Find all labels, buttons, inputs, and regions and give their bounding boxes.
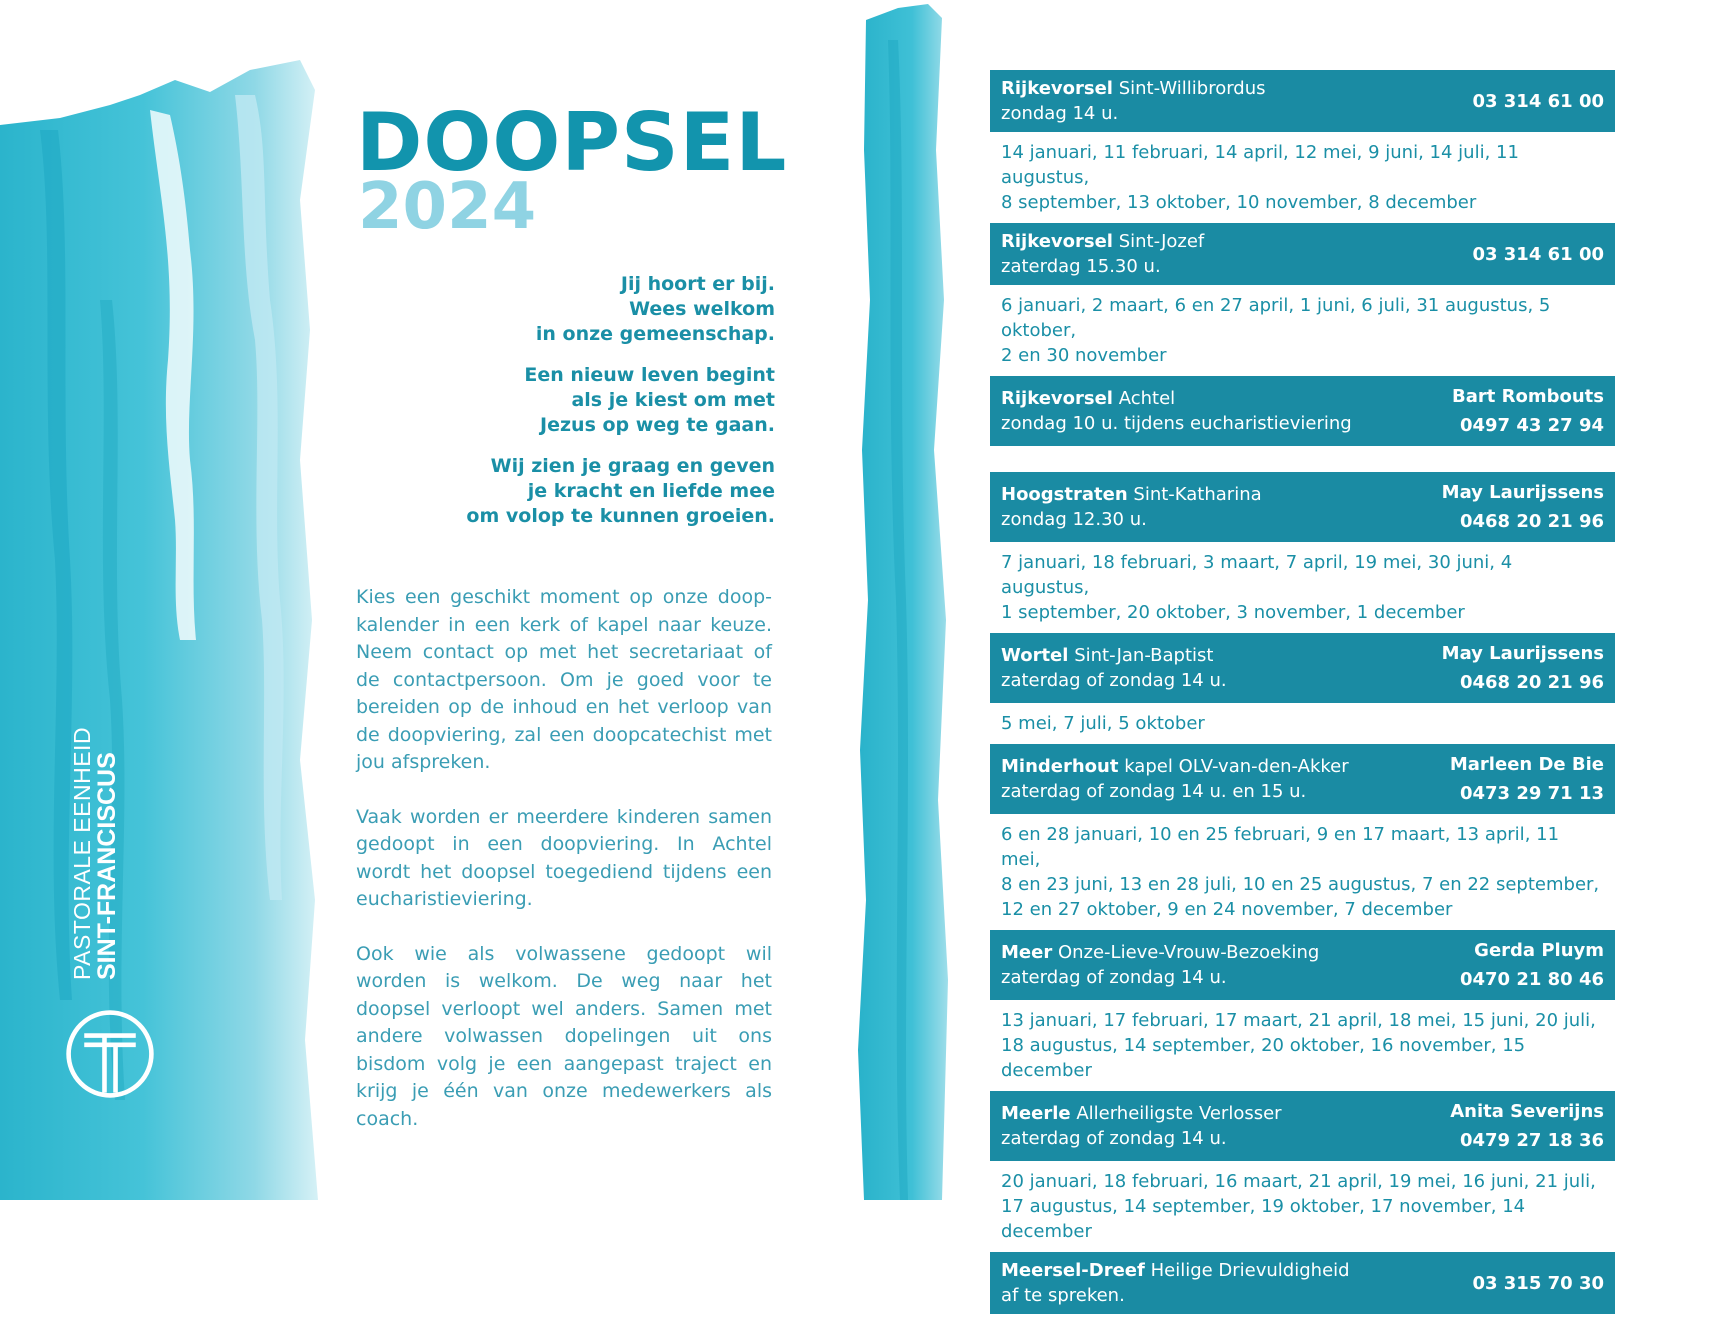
church-name: kapel OLV-van-den-Akker [1124, 756, 1349, 777]
contact-name: May Laurijssens [1441, 482, 1604, 503]
location-info [1001, 754, 1349, 804]
contact-phone: 0468 20 21 96 [1459, 672, 1604, 693]
dates-line: 1 september, 20 oktober, 3 november, 1 december [1001, 602, 1465, 623]
contact-phone: 03 314 61 00 [1472, 90, 1604, 112]
intro-text [355, 272, 775, 545]
location-info [1001, 643, 1227, 693]
intro-line: Wij zien je graag en geven [490, 455, 775, 477]
contact-name: May Laurijssens [1441, 643, 1604, 664]
intro-paragraph [355, 454, 775, 529]
church-name: Sint-Jozef [1118, 231, 1205, 252]
schedule-header [990, 930, 1615, 1000]
schedule-header [990, 70, 1615, 132]
body-paragraph: Vaak worden er meerdere kinderen samen gedoopt in een doopviering. In Achtel wordt het doopsel toegediend tijdens een eucharistieviering. [356, 805, 772, 910]
schedule-header [990, 472, 1615, 542]
contact-info [1450, 1097, 1604, 1155]
intro-line: Jezus op weg te gaan. [540, 414, 775, 436]
schedule-dates [990, 293, 1615, 368]
contact-name: Bart Rombouts [1452, 386, 1604, 407]
contact-info [1450, 750, 1604, 808]
service-time: zaterdag of zondag 14 u. en 15 u. [1001, 781, 1307, 802]
intro-line: je kracht en liefde mee [527, 480, 775, 502]
dates-line: 14 januari, 11 februari, 14 april, 12 mei, 9 juni, 14 juli, 11 augustus, [1001, 142, 1519, 188]
schedule-dates [990, 1008, 1615, 1083]
dates-line: 13 januari, 17 februari, 17 maart, 21 april, 18 mei, 15 juni, 20 juli, [1001, 1010, 1596, 1031]
body-paragraph: Ook wie als volwassene gedoopt wil worden is welkom. De weg naar het doopsel verloopt wel anders. Samen met andere volwassen dopelingen uit ons bisdom volg je een aangepast traject en krijg je één van onze medewerkers als coach. [356, 942, 772, 1130]
church-name: Onze-Lieve-Vrouw-Bezoeking [1057, 942, 1320, 963]
service-time: zaterdag 15.30 u. [1001, 256, 1161, 277]
logo-line2: SINT-FRANCISCUS [93, 752, 121, 980]
contact-info [1472, 240, 1604, 269]
location-info [1001, 229, 1204, 279]
place-name: Wortel [1001, 645, 1069, 666]
schedule-header [990, 633, 1615, 703]
service-time: zaterdag of zondag 14 u. [1001, 670, 1227, 691]
contact-phone: 0479 27 18 36 [1459, 1130, 1604, 1151]
intro-line: Een nieuw leven begint [524, 364, 775, 386]
watercolor-stroke-right [858, 0, 948, 1200]
location-info [1001, 1258, 1350, 1308]
schedule-dates [990, 711, 1615, 736]
watercolor-stroke-left [0, 0, 340, 1200]
body-text [356, 584, 772, 1160]
logo-line1: PASTORALE EENHEID [69, 726, 95, 980]
logo [60, 726, 170, 1100]
schedule-header [990, 1091, 1615, 1161]
place-name: Rijkevorsel [1001, 231, 1113, 252]
dates-line: 8 september, 13 oktober, 10 november, 8 december [1001, 192, 1477, 213]
intro-line: als je kiest om met [571, 389, 775, 411]
intro-line: in onze gemeenschap. [535, 323, 775, 345]
contact-info [1442, 478, 1604, 536]
location-info [1001, 76, 1266, 126]
contact-name: Gerda Pluym [1474, 940, 1604, 961]
church-name: Achtel [1118, 388, 1176, 409]
contact-info [1472, 87, 1604, 116]
location-info [1001, 482, 1262, 532]
dates-line: 6 januari, 2 maart, 6 en 27 april, 1 juni, 6 juli, 31 augustus, 5 oktober, [1001, 295, 1551, 341]
contact-info [1442, 639, 1604, 697]
franciscus-cross-logo-icon [64, 1008, 156, 1100]
schedule-dates [990, 1169, 1615, 1244]
page-title: DOOPSEL [356, 96, 788, 189]
section-gap [990, 454, 1615, 472]
dates-line: 17 augustus, 14 september, 19 oktober, 17 november, 14 december [1001, 1196, 1526, 1242]
schedule-dates [990, 822, 1615, 922]
intro-line: Jij hoort er bij. [620, 273, 775, 295]
contact-phone: 03 315 70 30 [1472, 1272, 1604, 1294]
service-time: zondag 10 u. tijdens eucharistieviering [1001, 413, 1352, 434]
dates-line: 8 en 23 juni, 13 en 28 juli, 10 en 25 augustus, 7 en 22 september, [1001, 874, 1600, 895]
intro-paragraph [355, 272, 775, 347]
church-name: Allerheiligste Verlosser [1076, 1103, 1282, 1124]
page-year: 2024 [358, 170, 537, 244]
service-time: zaterdag of zondag 14 u. [1001, 967, 1227, 988]
schedule-header [990, 744, 1615, 814]
schedule-header [990, 376, 1615, 446]
dates-line: 20 januari, 18 februari, 16 maart, 21 april, 19 mei, 16 juni, 21 juli, [1001, 1171, 1596, 1192]
place-name: Meerle [1001, 1103, 1071, 1124]
place-name: Meer [1001, 942, 1053, 963]
place-name: Minderhout [1001, 756, 1119, 777]
contact-phone: 0473 29 71 13 [1459, 783, 1604, 804]
intro-paragraph [355, 363, 775, 438]
church-name: Sint-Jan-Baptist [1074, 645, 1214, 666]
place-name: Rijkevorsel [1001, 78, 1113, 99]
dates-line: 5 mei, 7 juli, 5 oktober [1001, 713, 1205, 734]
dates-line: 2 en 30 november [1001, 345, 1167, 366]
place-name: Rijkevorsel [1001, 388, 1113, 409]
location-info [1001, 1101, 1282, 1151]
place-name: Hoogstraten [1001, 484, 1128, 505]
service-time: zondag 12.30 u. [1001, 509, 1147, 530]
contact-phone: 0468 20 21 96 [1459, 511, 1604, 532]
schedule-dates [990, 550, 1615, 625]
contact-name: Marleen De Bie [1449, 754, 1604, 775]
service-time: zondag 14 u. [1001, 103, 1119, 124]
intro-line: om volop te kunnen groeien. [466, 505, 775, 527]
service-time: zaterdag of zondag 14 u. [1001, 1128, 1227, 1149]
place-name: Meersel-Dreef [1001, 1260, 1145, 1281]
contact-info [1472, 1269, 1604, 1298]
service-time: af te spreken. [1001, 1285, 1125, 1306]
church-name: Heilige Drievuldigheid [1150, 1260, 1350, 1281]
contact-info [1460, 936, 1604, 994]
logo-text [70, 660, 180, 980]
body-paragraph: Kies een geschikt moment op onze doop-kalender in een kerk of kapel naar keuze. Neem contact op met het secretariaat of de contactpersoon. Om je goed voor te bereiden op de inhoud en het verloop van de doopviering, zal een doopcatechist met jou afspreken. [356, 586, 772, 773]
location-info [1001, 940, 1319, 990]
dates-line: 7 januari, 18 februari, 3 maart, 7 april, 19 mei, 30 juni, 4 augustus, [1001, 552, 1513, 598]
schedule-dates [990, 140, 1615, 215]
dates-line: 18 augustus, 14 september, 20 oktober, 16 november, 15 december [1001, 1035, 1526, 1081]
schedule-header [990, 223, 1615, 285]
contact-name: Anita Severijns [1450, 1101, 1604, 1122]
location-info [1001, 386, 1352, 436]
dates-line: 6 en 28 januari, 10 en 25 februari, 9 en 17 maart, 13 april, 11 mei, [1001, 824, 1560, 870]
intro-line: Wees welkom [629, 298, 775, 320]
schedule-header [990, 1252, 1615, 1314]
contact-phone: 03 314 61 00 [1472, 243, 1604, 265]
contact-phone: 0470 21 80 46 [1459, 969, 1604, 990]
dates-line: 12 en 27 oktober, 9 en 24 november, 7 december [1001, 899, 1453, 920]
contact-info [1452, 382, 1604, 440]
baptism-schedule [990, 70, 1615, 1322]
church-name: Sint-Willibrordus [1118, 78, 1266, 99]
contact-phone: 0497 43 27 94 [1459, 415, 1604, 436]
church-name: Sint-Katharina [1133, 484, 1262, 505]
